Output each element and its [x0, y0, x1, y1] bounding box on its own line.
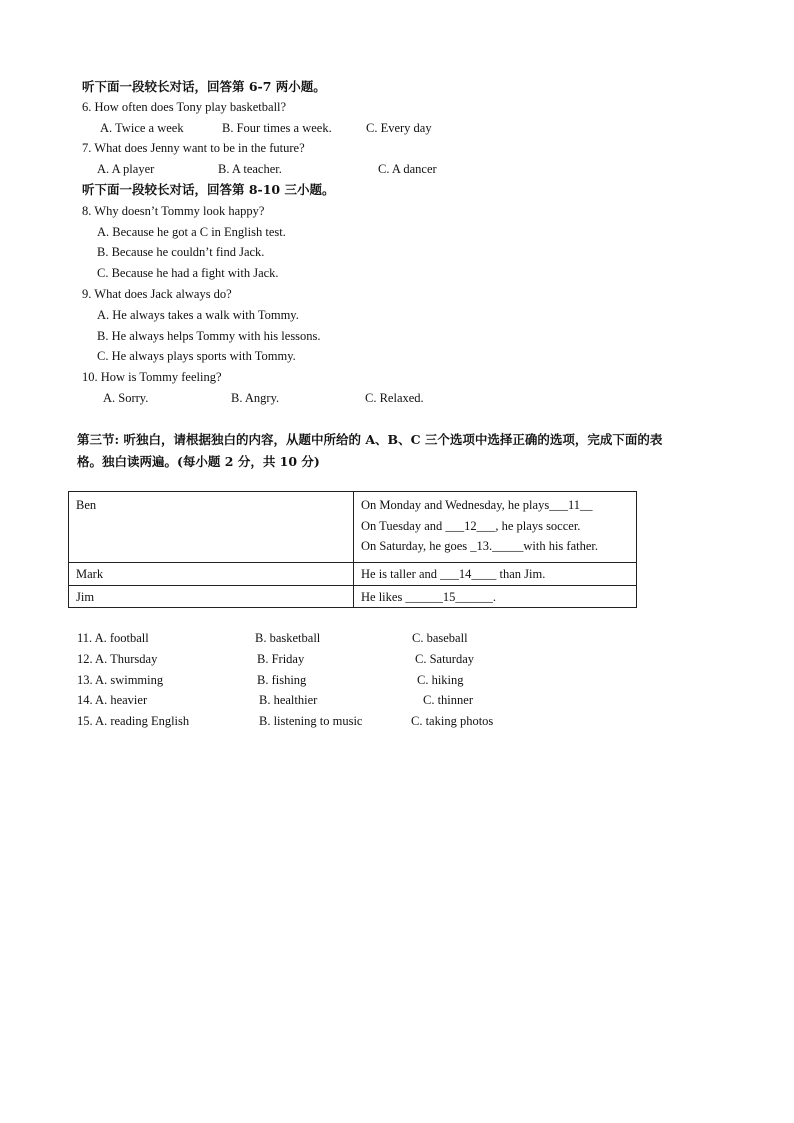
- table-cell-info: He is taller and ___14____ than Jim.: [354, 563, 637, 586]
- question-8-option-b: B. Because he couldn’t find Jack.: [97, 245, 265, 259]
- ben-line-3: On Saturday, he goes _13._____with his father.: [361, 539, 598, 553]
- question-12-option-b: B. Friday: [257, 652, 305, 666]
- question-13-option-c: C. hiking: [417, 673, 464, 687]
- question-15-option-c: C. taking photos: [411, 714, 494, 728]
- section-3-heading-line-2: 格。独白读两遍。(每小题 2 分，共 10 分): [77, 454, 320, 469]
- table-cell-name: Ben: [69, 492, 354, 563]
- table-row-jim: [69, 585, 637, 608]
- table-cell-info: [354, 492, 637, 563]
- heading-questions-6-7: 听下面一段较长对话，回答第 6-7 两小题。: [82, 79, 326, 94]
- question-6-option-a: A. Twice a week: [100, 121, 184, 135]
- question-9-option-b: B. He always helps Tommy with his lessons.: [97, 329, 321, 343]
- question-14-option-b: B. healthier: [259, 693, 318, 707]
- question-6-option-c: C. Every day: [366, 121, 432, 135]
- question-7-stem: 7. What does Jenny want to be in the future?: [82, 141, 305, 155]
- question-13-option-b: B. fishing: [257, 673, 307, 687]
- table-cell-info: He likes ______15______.: [354, 585, 637, 608]
- question-7-option-a: A. A player: [97, 162, 155, 176]
- question-10-stem: 10. How is Tommy feeling?: [82, 370, 222, 384]
- section-3-heading-line-1: 第三节: 听独白，请根据独白的内容，从题中所给的 A、B、C 三个选项中选择正确的选项，完成下面的表: [77, 432, 663, 447]
- question-9-option-c: C. He always plays sports with Tommy.: [97, 349, 296, 363]
- question-7-option-c: C. A dancer: [378, 162, 437, 176]
- question-12-option-c: C. Saturday: [415, 652, 475, 666]
- question-10-option-a: A. Sorry.: [103, 391, 149, 405]
- table-row-ben: [69, 492, 637, 563]
- heading-questions-8-10: 听下面一段较长对话，回答第 8-10 三小题。: [82, 182, 335, 197]
- table-row-mark: [69, 563, 637, 586]
- question-6-option-b: B. Four times a week.: [222, 121, 332, 135]
- question-9-option-a: A. He always takes a walk with Tommy.: [97, 308, 299, 322]
- question-9-stem: 9. What does Jack always do?: [82, 287, 232, 301]
- ben-line-2: On Tuesday and ___12___, he plays soccer.: [361, 518, 581, 533]
- question-11-option-b: B. basketball: [255, 631, 321, 645]
- question-15-option-a: 15. A. reading English: [77, 714, 190, 728]
- question-8-stem: 8. Why doesn’t Tommy look happy?: [82, 204, 265, 218]
- question-6-stem: 6. How often does Tony play basketball?: [82, 100, 287, 114]
- question-14-option-c: C. thinner: [423, 693, 473, 707]
- listening-table: [68, 491, 637, 608]
- question-8-option-c: C. Because he had a fight with Jack.: [97, 266, 279, 280]
- question-8-option-a: A. Because he got a C in English test.: [97, 225, 286, 239]
- question-14-option-a: 14. A. heavier: [77, 693, 148, 707]
- question-13-option-a: 13. A. swimming: [77, 673, 164, 687]
- question-12-option-a: 12. A. Thursday: [77, 652, 158, 666]
- table-cell-name: Jim: [69, 585, 354, 608]
- question-15-option-b: B. listening to music: [259, 714, 363, 728]
- question-7-option-b: B. A teacher.: [218, 162, 282, 176]
- question-11-option-c: C. baseball: [412, 631, 468, 645]
- ben-line-1: On Monday and Wednesday, he plays___11__: [361, 498, 593, 512]
- question-10-option-c: C. Relaxed.: [365, 391, 424, 405]
- table-cell-name: Mark: [69, 563, 354, 586]
- question-11-option-a: 11. A. football: [77, 631, 149, 645]
- question-10-option-b: B. Angry.: [231, 391, 280, 405]
